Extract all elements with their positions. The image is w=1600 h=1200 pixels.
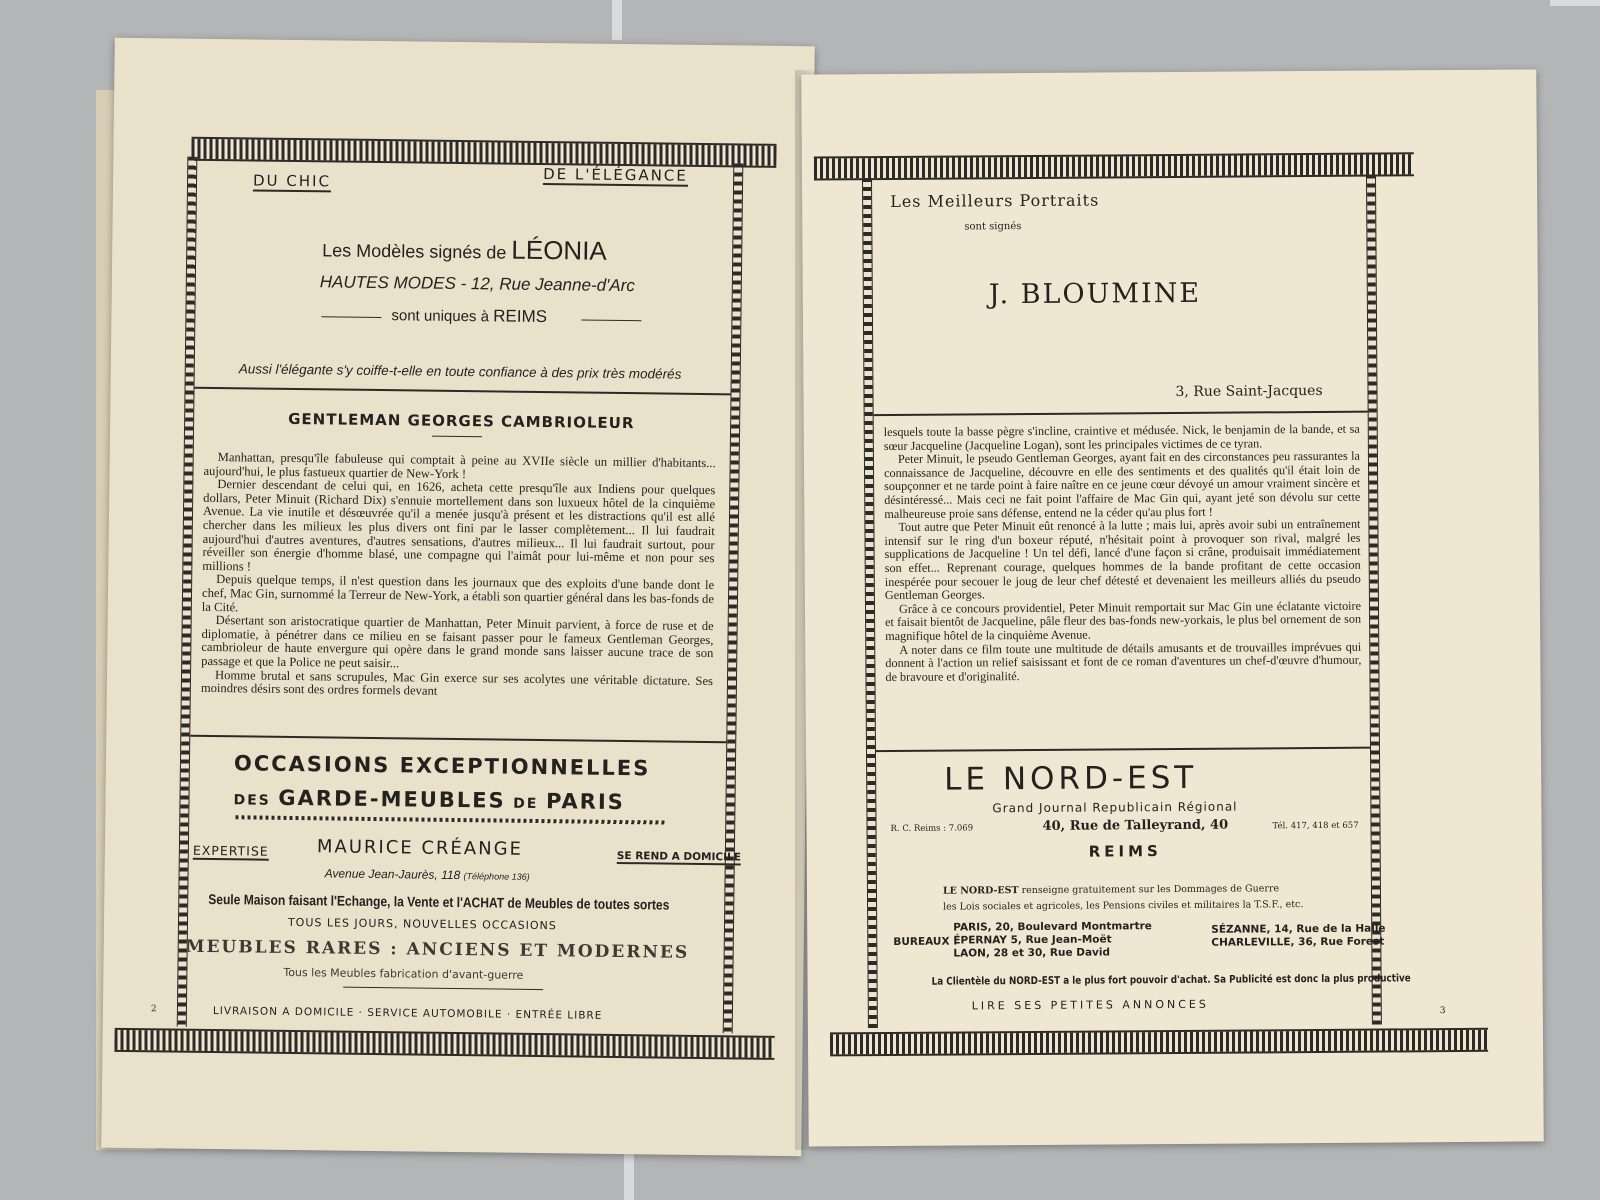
creange-headline1: OCCASIONS EXCEPTIONNELLES <box>233 751 651 781</box>
section-divider <box>874 411 1368 416</box>
nord-est-title: LE NORD-EST <box>944 759 1198 798</box>
headline2-paris: PARIS <box>545 789 625 815</box>
nord-est-subtitle: Grand Journal Republicain Régional <box>992 799 1238 816</box>
article-paragraph: Depuis quelque temps, il n'est question dans les journaux que des exploits d'une bande dont le chef, Mac Gin, surnommé la Terreur de New-York, a établi son quartier général dans les bas-fonds de la Cité. <box>201 572 715 614</box>
top-border-strip <box>191 137 776 168</box>
nord-est-desc1-text: renseigne gratuitement sur les Dommages de Guerre <box>1021 883 1280 897</box>
nord-est-address: 40, Rue de Talleyrand, 40 <box>1042 817 1229 834</box>
bureau-item: CHARLEVILLE, 36, Rue Forest <box>1211 935 1385 949</box>
creange-expertise: EXPERTISE <box>192 842 269 859</box>
left-page <box>101 38 815 1156</box>
nord-est-petites-annonces: LIRE SES PETITES ANNONCES <box>971 997 1209 1013</box>
article-continued-body <box>884 423 1362 685</box>
creange-meubles-rares: MEUBLES RARES : ANCIENS ET MODERNES <box>185 936 690 963</box>
leonia-brand: LÉONIA <box>511 234 607 266</box>
creange-name: MAURICE CRÉANGE <box>316 836 524 860</box>
creange-livraison: LIVRAISON A DOMICILE · SERVICE AUTOMOBILE · ENTRÉE LIBRE <box>212 1005 603 1022</box>
bureaux-right <box>1211 923 1385 950</box>
leonia-address: HAUTES MODES - 12, Rue Jeanne-d'Arc <box>319 272 635 296</box>
bureau-item: SÉZANNE, 14, Rue de la Halle <box>1211 922 1386 936</box>
tag-elegance: DE L'ÉLÉGANCE <box>543 165 688 185</box>
nord-est-desc1-bold: LE NORD-EST <box>942 885 1019 897</box>
bureau-item: LAON, 28 et 30, Rue David <box>953 946 1111 960</box>
leonia-line1 <box>322 232 607 266</box>
tile-grout <box>612 0 622 40</box>
leonia-line3 <box>391 305 547 327</box>
bureaux-left <box>953 920 1152 960</box>
creange-domicile: SE REND A DOMICILE <box>616 849 741 864</box>
bloumine-address: 3, Rue Saint-Jacques <box>1175 382 1323 400</box>
bloumine-line2: sont signés <box>964 221 1022 233</box>
page-number-right: 3 <box>1439 1006 1446 1017</box>
section-divider <box>190 735 726 744</box>
article-paragraph: Dernier descendant de celui qui, en 1626, acheta cette presqu'île aux Indiens pour quelques dollars, Peter Minuit (Richard Dix) s'ennuie mortellement dans son luxueux hôtel de la cinquième Avenue. La vie inutile et désœuvrée qu'il a menée jusqu'à présent et les distractions qu'il est allé chercher dans les milieux les plus divers ont fini par le lasser complètement... Il lui faudrait aujourd'hui d'autres aventures, d'autres sensations, d'autres milieux... Il lui faudrait surtout, pour réveiller son énergie d'homme blasé, une compagne qui l'aimât pour lui-même et non pour ses millions ! <box>202 477 716 574</box>
creange-echange: Seule Maison faisant l'Echange, la Vente et l'ACHAT de Meubles de toutes sortes <box>208 890 670 913</box>
creange-phone: (Téléphone 136) <box>463 871 530 882</box>
section-divider <box>195 387 731 396</box>
top-border-strip <box>814 152 1414 180</box>
bureau-item: ÉPERNAY 5, Rue Jean-Moët <box>953 933 1112 947</box>
article-paragraph: Peter Minuit, le pseudo Gentleman Georges, ayant fait en des circonstances peu rassurantes la connaissance de Jacqueline, découvre en elle des sentiments et des qualités qu'il était loin de soupçonner et ne tarde point à faire naître en ce jeune cœur dévoyé un amour vraiment sincère et désintéressé... Mais ceci ne fait point l'affaire de Mac Gin qui, ayant jeté son dévolu sur cette malheureuse proie sans défense, entend ne la céder qu'au plus fort ! <box>884 448 1361 521</box>
left-vertical-rule <box>177 157 198 1027</box>
article-paragraph: A noter dans ce film toute une multitude de détails amusants et de trouvailles imprévues qui donnent à l'action un relief saisissant et font de ce roman d'aventures un chef-d'œuvre d'humour, de bravoure et d'originalité. <box>885 639 1362 684</box>
bottom-border-strip <box>830 1028 1488 1057</box>
article-paragraph: Grâce à ce concours providentiel, Peter Minuit remportait sur Mac Gin une éclatante victoire et faisait bientôt de Jacqueline, pâle fleur des bas-fonds new-yorkais, le plus bel ornement de son magnifique hôtel de la cinquième Avenue. <box>885 598 1362 643</box>
ornament-rule <box>581 319 641 321</box>
nord-est-desc2: les Lois sociales et agricoles, les Pensions civiles et militaires la T.S.F., etc. <box>943 899 1304 913</box>
article-paragraph: Manhattan, presqu'île fabuleuse qui comptait à peine au XVIIe siècle un millier d'habitants... aujourd'hui, le plus fastueux quartier de New-York ! <box>203 450 716 481</box>
creange-address: Avenue Jean-Jaurès, 118 <box>324 866 461 883</box>
leonia-tagline: Aussi l'élégante s'y coiffe-t-elle en toute confiance à des prix très modérés <box>238 361 682 382</box>
nord-est-tel: Tél. 417, 418 et 657 <box>1272 820 1359 832</box>
dotted-rule <box>235 815 665 824</box>
nord-est-rc: R. C. Reims : 7.069 <box>890 823 974 834</box>
creange-fabrication: Tous les Meubles fabrication d'avant-guerre <box>283 965 524 982</box>
leonia-line3-prefix: sont uniques à <box>391 307 490 326</box>
bloumine-name: J. BLOUMINE <box>988 277 1202 311</box>
article-paragraph: Homme brutal et sans scrupules, Mac Gin exerce sur ses acolytes une véritable dictature. Ses moindres désirs sont des ordres formels devant <box>200 667 714 698</box>
right-vertical-rule <box>723 163 744 1033</box>
right-vertical-rule <box>1366 175 1382 1025</box>
section-divider <box>876 747 1370 752</box>
tag-du-chic: DU CHIC <box>252 171 332 191</box>
headline2-garde-meubles: GARDE-MEUBLES <box>278 785 506 813</box>
leonia-prefix: Les Modèles signés de <box>322 240 507 263</box>
leonia-city: REIMS <box>493 306 548 327</box>
headline2-de: DE <box>513 795 539 812</box>
bottom-border-strip <box>114 1028 774 1060</box>
article-paragraph: lesquels toute la basse pègre s'incline, craintive et médusée. Nick, le benjamin de la bande, et sa sœur Jacqueline (Jacqueline Logan), sont les principales victimes de ce tyran. <box>883 421 1360 453</box>
article-body <box>201 451 716 702</box>
nord-est-clientele: La Clientèle du NORD-EST a le plus fort pouvoir d'achat. Sa Publicité est donc la plus productive <box>931 972 1411 988</box>
bureaux-label: BUREAUX : <box>893 935 958 948</box>
headline2-des: DES <box>233 792 271 809</box>
creange-address-line <box>325 866 530 883</box>
tile-grout <box>1550 0 1600 6</box>
creange-tous-les-jours: TOUS LES JOURS, NOUVELLES OCCASIONS <box>287 915 557 933</box>
bloumine-line1: Les Meilleurs Portraits <box>890 190 1100 211</box>
title-underline <box>432 436 482 438</box>
article-paragraph: Tout autre que Peter Minuit eût renoncé à la lutte ; mais lui, après avoir subi un entraînement intensif sur le ring d'un boxeur réputé, n'hésitait point à provoquer son rival, malgré les supplications de Jacqueline ! Un tel défi, lancé d'une façon si crâne, produisait immédiatement son effet... Reprenant courage, quelques hommes de la bande profitant de cette occasion inespérée pour secouer le joug de leur chef détesté et devenaient les meilleurs alliés du pseudo Gentleman Georges. <box>884 516 1361 603</box>
creange-headline2 <box>233 785 625 814</box>
ornament-rule <box>321 316 381 318</box>
ornament-rule <box>343 987 543 990</box>
tile-grout <box>624 1150 634 1200</box>
article-paragraph: Désertant son aristocratique quartier de Manhattan, Peter Minuit parvient, à force de ruse et de diplomatie, à pénétrer dans ce milieu en se faisant passer pour le fameux Gentleman Georges, cambrioleur de haute envergure qui opère dans le grand monde sans laisser aucune trace de son passage et que la Police ne peut saisir... <box>201 613 714 671</box>
article-title: GENTLEMAN GEORGES CAMBRIOLEUR <box>288 409 635 433</box>
nord-est-desc1 <box>943 883 1279 896</box>
page-number-left: 2 <box>150 1004 157 1015</box>
right-page <box>801 69 1543 1146</box>
nord-est-city: REIMS <box>1088 842 1162 861</box>
bureau-item: PARIS, 20, Boulevard Montmartre <box>953 920 1152 934</box>
left-vertical-rule <box>862 178 878 1028</box>
